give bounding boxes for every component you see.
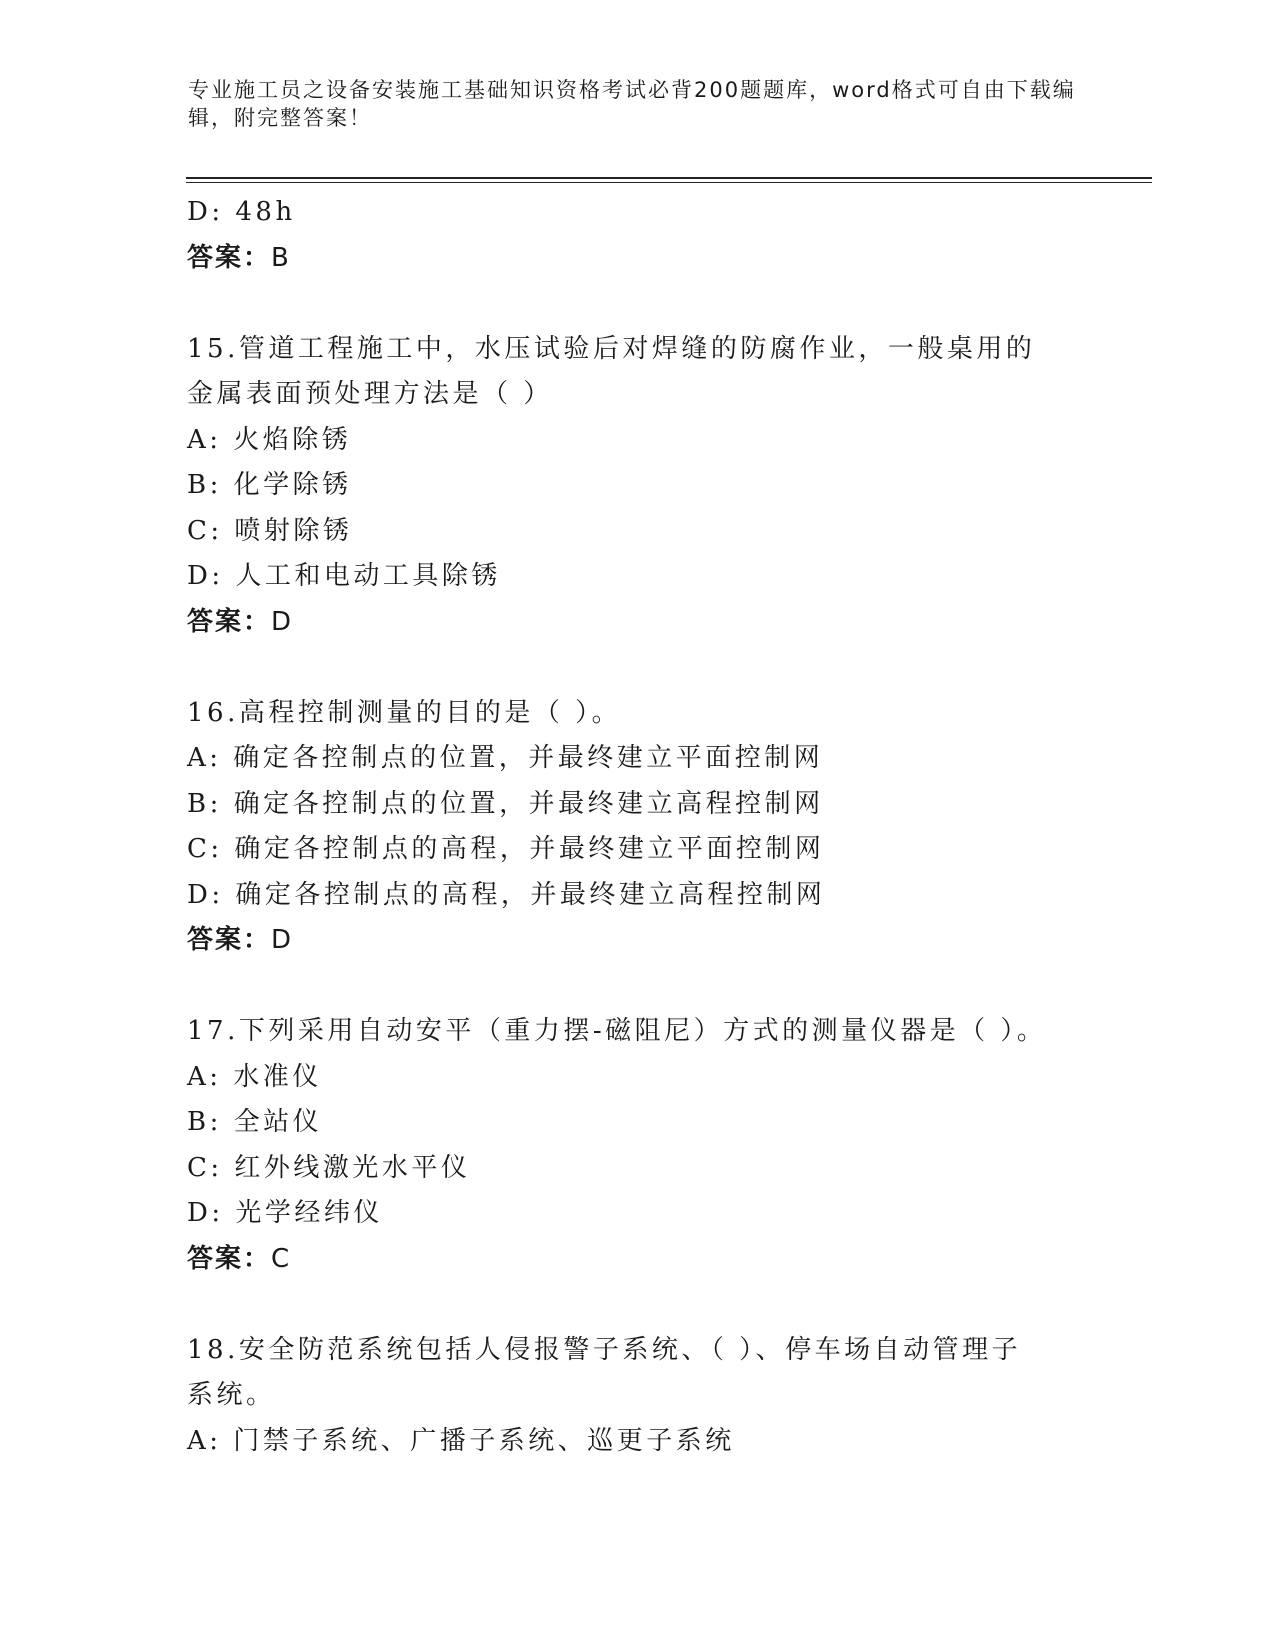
spacer bbox=[187, 281, 1087, 327]
option-b: B: 确定各控制点的位置，并最终建立高程控制网 bbox=[187, 788, 824, 819]
question-stem: 17.下列采用自动安平（重力摆-磁阻尼）方式的测量仪器是（ ）。 bbox=[187, 1016, 1047, 1046]
answer-value: C bbox=[271, 1243, 292, 1274]
answer-value: B bbox=[271, 242, 291, 273]
answer-line bbox=[187, 1237, 1087, 1283]
spacer bbox=[187, 964, 1087, 1010]
answer-label: 答案： bbox=[187, 925, 272, 955]
question-stem: 15.管道工程施工中，水压试验后对焊缝的防腐作业，一般桌用的金属表面预处理方法是（ ） bbox=[187, 333, 1036, 409]
answer-label: 答案： bbox=[187, 242, 272, 273]
option-d: D: 光学经纬仪 bbox=[187, 1198, 383, 1228]
answer-value: D bbox=[271, 925, 294, 955]
page-header-title: 专业施工员之设备安装施工基础知识资格考试必背200题题库，word格式可自由下载编辑，附完整答案！ bbox=[188, 78, 1076, 130]
answer-label: 答案： bbox=[187, 1243, 272, 1274]
option-a: A: 确定各控制点的位置，并最终建立平面控制网 bbox=[187, 743, 824, 773]
question-stem: 16.高程控制测量的目的是（ ）。 bbox=[187, 697, 622, 728]
option-a: A: 门禁子系统、广播子系统、巡更子系统 bbox=[187, 1425, 735, 1456]
option-b: B: 化学除锈 bbox=[187, 470, 352, 500]
option-c: C: 喷射除锈 bbox=[187, 515, 353, 546]
option-d: D: 确定各控制点的高程，并最终建立高程控制网 bbox=[187, 879, 826, 910]
option-d: D: 人工和电动工具除锈 bbox=[187, 561, 501, 591]
answer-line bbox=[187, 236, 1087, 282]
option-a: A: 水准仪 bbox=[187, 1061, 322, 1092]
option-a: A: 火焰除锈 bbox=[187, 424, 352, 455]
answer-line bbox=[187, 918, 1087, 964]
spacer bbox=[187, 645, 1087, 691]
option-b: B: 全站仪 bbox=[187, 1107, 323, 1137]
option-c: C: 确定各控制点的高程，并最终建立平面控制网 bbox=[187, 834, 825, 864]
answer-line bbox=[187, 600, 1087, 646]
answer-value: D bbox=[271, 606, 294, 637]
document-body bbox=[187, 190, 1087, 1464]
question-stem: 18.安全防范系统包括人侵报警子系统、（ ）、停车场自动管理子系统。 bbox=[187, 1334, 1022, 1410]
option-d: D: 48h bbox=[187, 197, 296, 227]
header-divider bbox=[186, 177, 1152, 183]
option-c: C: 红外线激光水平仪 bbox=[187, 1152, 471, 1183]
spacer bbox=[187, 1282, 1087, 1328]
answer-label: 答案： bbox=[187, 606, 272, 637]
